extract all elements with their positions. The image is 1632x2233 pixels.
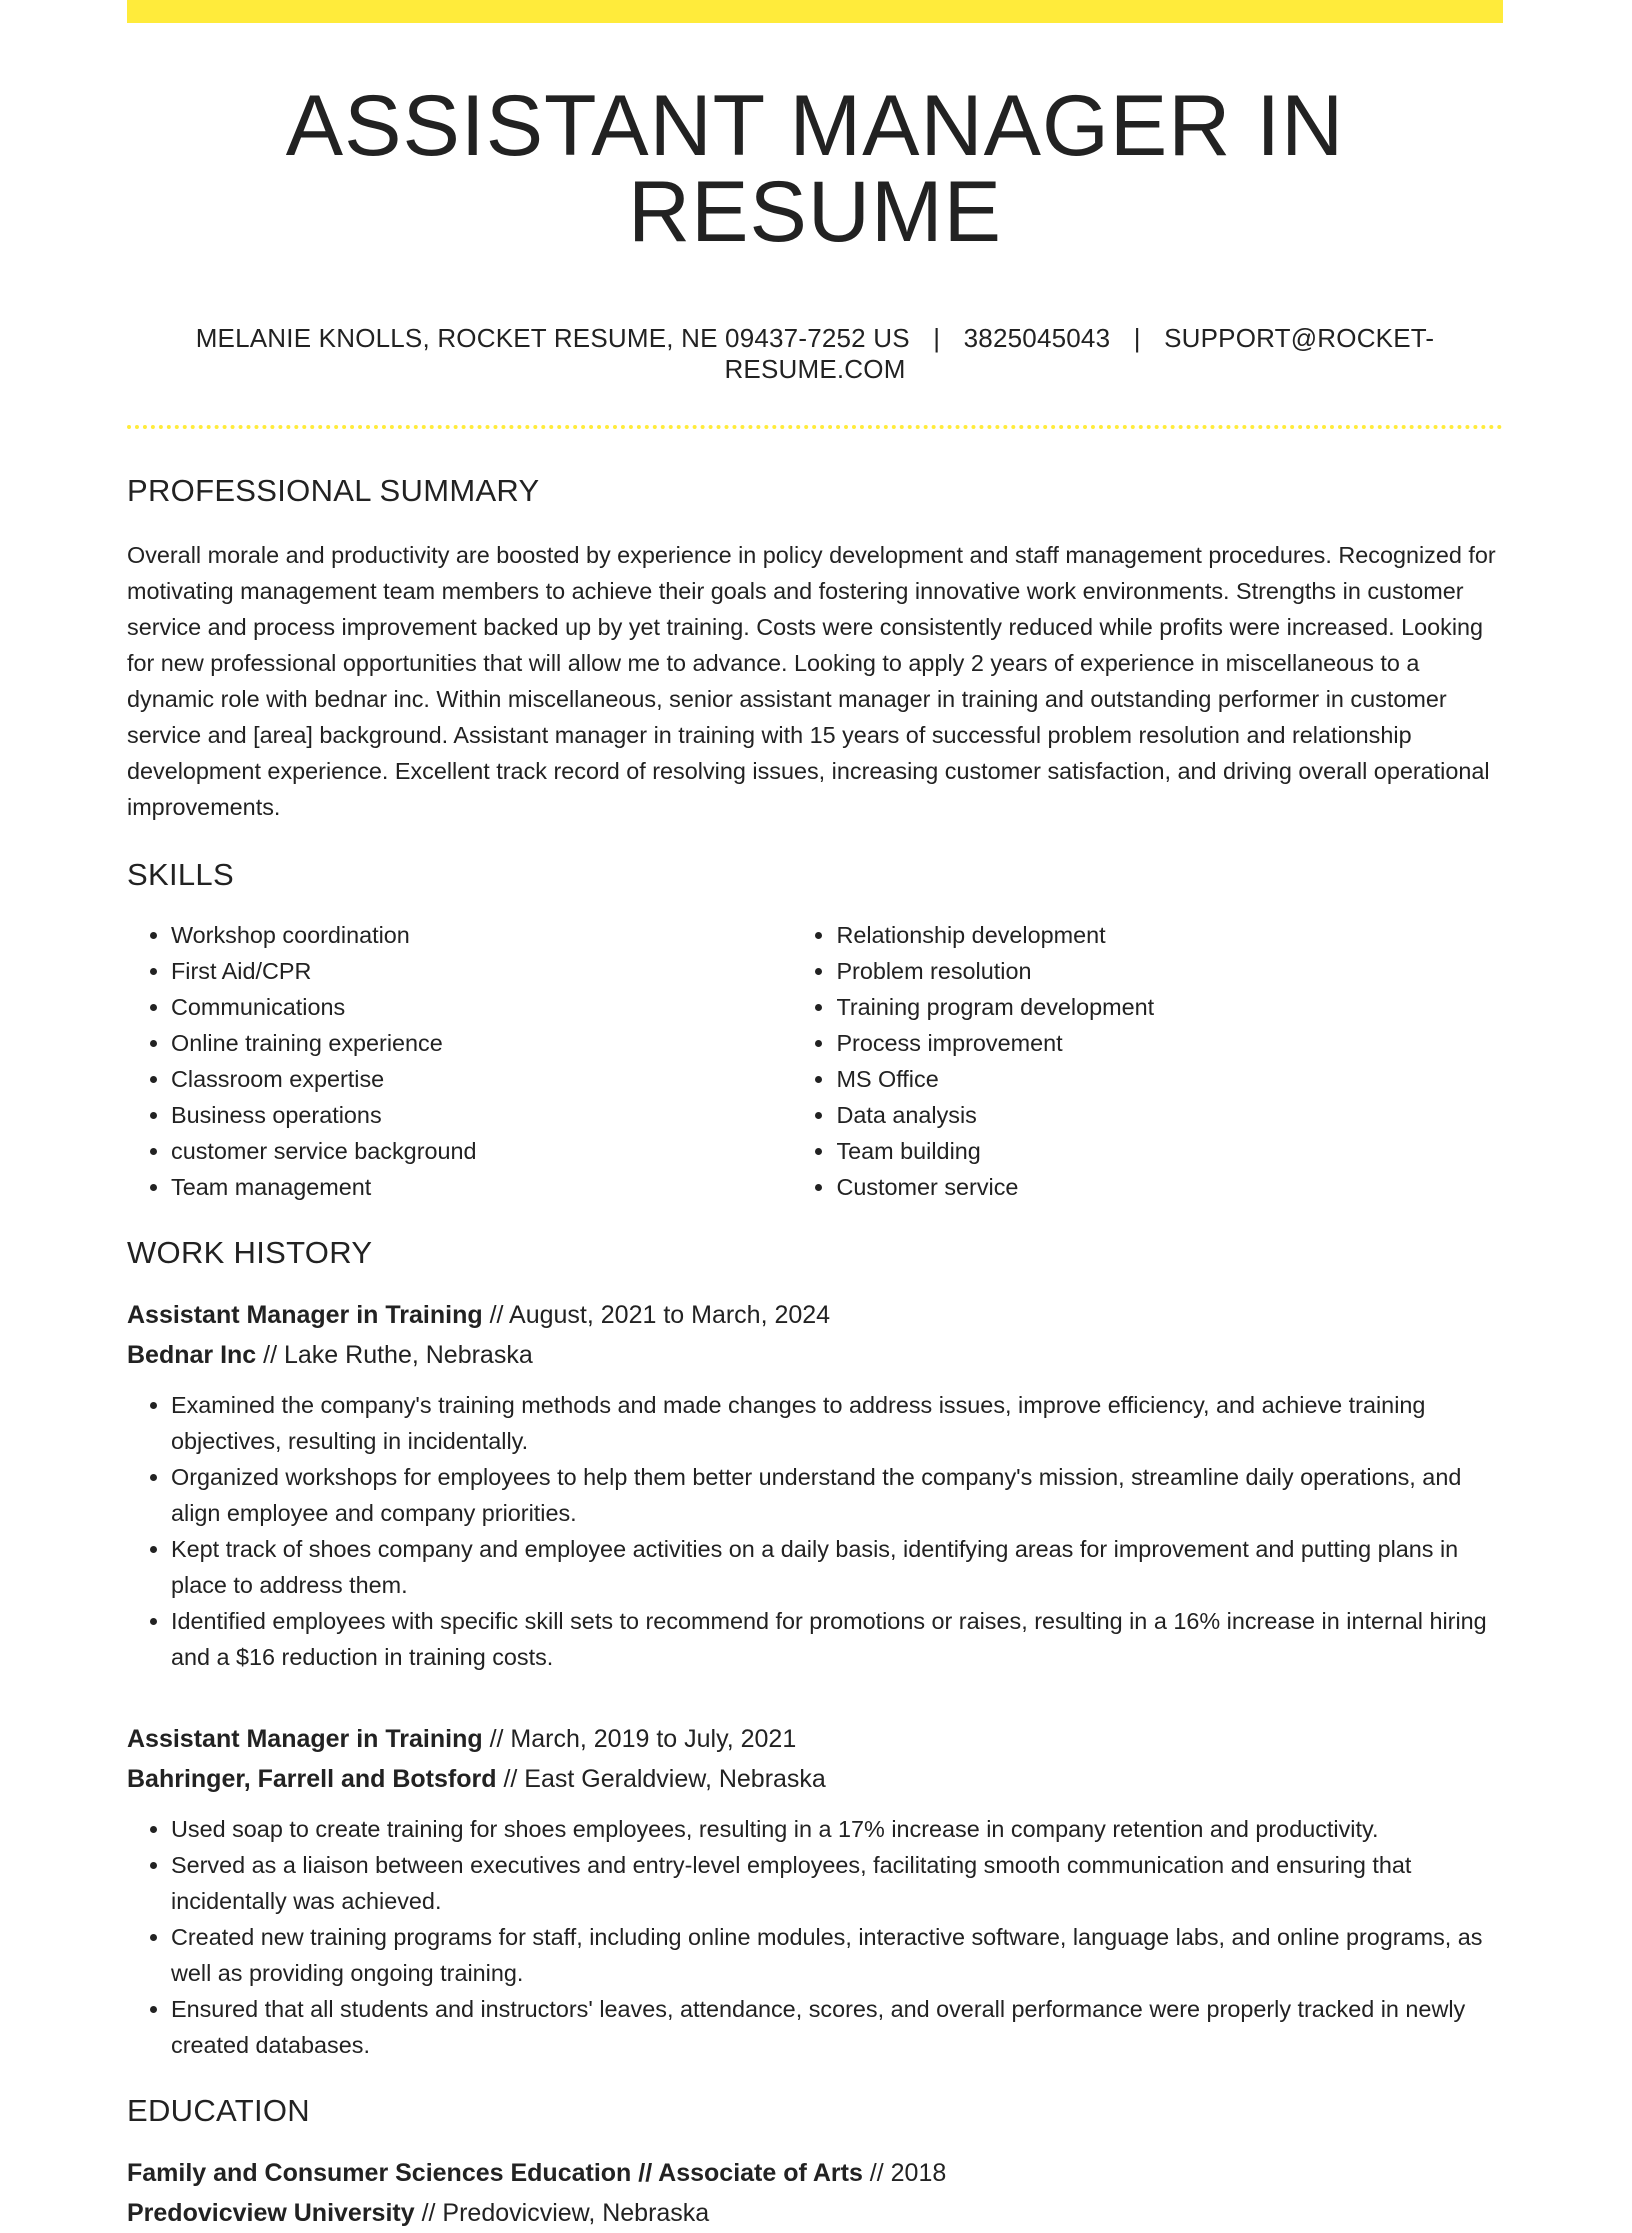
page-title: ASSISTANT MANAGER IN RESUME <box>285 78 1345 260</box>
education-entry <box>127 2153 1503 2233</box>
skill-item: • Classroom expertise <box>171 1061 792 1097</box>
header-divider <box>127 425 1503 429</box>
top-accent-bar <box>127 0 1503 23</box>
job-company: Bednar Inc <box>127 1341 257 1369</box>
skill-item: • Team building <box>836 1133 1503 1169</box>
job-entry <box>127 1719 1503 2063</box>
resume-page <box>127 0 1503 2233</box>
skill-item: • MS Office <box>836 1061 1503 1097</box>
job-company-line <box>127 1759 1503 1799</box>
skill-item: • First Aid/CPR <box>171 953 792 989</box>
job-entry <box>127 1295 1503 1675</box>
job-bullet: • Kept track of shoes company and employee activities on a daily basis, identifying areas for improvement and putting plans in place to address them. <box>171 1531 1503 1603</box>
job-bullets <box>127 1387 1503 1675</box>
job-company-line <box>127 1335 1503 1375</box>
job-bullet: • Identified employees with specific skill sets to recommend for promotions or raises, resulting in a 16% increase in internal hiring and a $16 reduction in training costs. <box>171 1603 1503 1675</box>
education-school-line <box>127 2193 1503 2233</box>
education-year: // 2018 <box>862 2159 947 2187</box>
skill-item: • Training program development <box>836 989 1503 1025</box>
job-location: // East Geraldview, Nebraska <box>496 1765 826 1793</box>
skills-column-left <box>127 917 792 1205</box>
job-location: // Lake Ruthe, Nebraska <box>256 1341 533 1369</box>
job-bullet: • Examined the company's training methods and made changes to address issues, improve efficiency, and achieve training objectives, resulting in incidentally. <box>171 1387 1503 1459</box>
job-title: Assistant Manager in Training <box>127 1301 483 1329</box>
contact-line <box>127 323 1503 385</box>
skills-heading: SKILLS <box>127 857 234 892</box>
skill-item: • Data analysis <box>836 1097 1503 1133</box>
job-bullet: • Created new training programs for staff, including online modules, interactive software, language labs, and online programs, as well as providing ongoing training. <box>171 1919 1503 1991</box>
job-bullet: • Used soap to create training for shoes employees, resulting in a 17% increase in company retention and productivity. <box>171 1811 1503 1847</box>
skill-item: • Customer service <box>836 1169 1503 1205</box>
education-location: // Predovicview, Nebraska <box>414 2199 710 2227</box>
job-bullet: • Ensured that all students and instructors' leaves, attendance, scores, and overall performance were properly tracked in newly created databases. <box>171 1991 1503 2063</box>
skill-item: • customer service background <box>171 1133 792 1169</box>
contact-phone: 3825045043 <box>963 323 1111 353</box>
job-title-line <box>127 1719 1503 1759</box>
skill-item: • Business operations <box>171 1097 792 1133</box>
work-history-heading: WORK HISTORY <box>127 1235 373 1270</box>
contact-separator: | <box>1133 323 1141 353</box>
skill-item: • Team management <box>171 1169 792 1205</box>
summary-text: Overall morale and productivity are boosted by experience in policy development and staff management procedures. Recognized for motivating management team members to achieve their goals and fostering innovative work environments. Strengths in customer service and process improvement backed up by yet training. Costs were consistently reduced while profits were increased. Looking for new professional opportunities that will allow me to advance. Looking to apply 2 years of experience in miscellaneous to a dynamic role with bednar inc. Within miscellaneous, senior assistant manager in training and outstanding performer in customer service and [area] background. Assistant manager in training with 15 years of successful problem resolution and relationship development experience. Excellent track record of resolving issues, increasing customer satisfaction, and driving overall operational improvements. <box>127 542 1496 820</box>
skill-item: • Relationship development <box>836 917 1503 953</box>
contact-separator: | <box>933 323 941 353</box>
job-dates: // March, 2019 to July, 2021 <box>482 1725 797 1753</box>
job-bullet: • Organized workshops for employees to help them better understand the company's mission, streamline daily operations, and align employee and company priorities. <box>171 1459 1503 1531</box>
education-degree: Family and Consumer Sciences Education // Associate of Arts <box>127 2159 863 2187</box>
job-title-line <box>127 1295 1503 1335</box>
skill-item: • Online training experience <box>171 1025 792 1061</box>
job-dates: // August, 2021 to March, 2024 <box>482 1301 831 1329</box>
job-title: Assistant Manager in Training <box>127 1725 483 1753</box>
education-heading: EDUCATION <box>127 2093 310 2128</box>
education-degree-line <box>127 2153 1503 2193</box>
job-bullet: • Served as a liaison between executives and entry-level employees, facilitating smooth communication and ensuring that incidentally was achieved. <box>171 1847 1503 1919</box>
skill-item: • Process improvement <box>836 1025 1503 1061</box>
skill-item: • Problem resolution <box>836 953 1503 989</box>
job-company: Bahringer, Farrell and Botsford <box>127 1765 497 1793</box>
contact-email: SUPPORT@ROCKET-RESUME.COM <box>724 323 1435 384</box>
contact-address: MELANIE KNOLLS, ROCKET RESUME, NE 09437-7252 US <box>195 323 910 353</box>
skill-item: • Communications <box>171 989 792 1025</box>
job-bullets <box>127 1811 1503 2063</box>
skill-item: • Workshop coordination <box>171 917 792 953</box>
skills-column-right <box>792 917 1503 1205</box>
education-school: Predovicview University <box>127 2199 415 2227</box>
summary-heading: PROFESSIONAL SUMMARY <box>127 473 540 508</box>
skills-list <box>127 917 1503 1205</box>
